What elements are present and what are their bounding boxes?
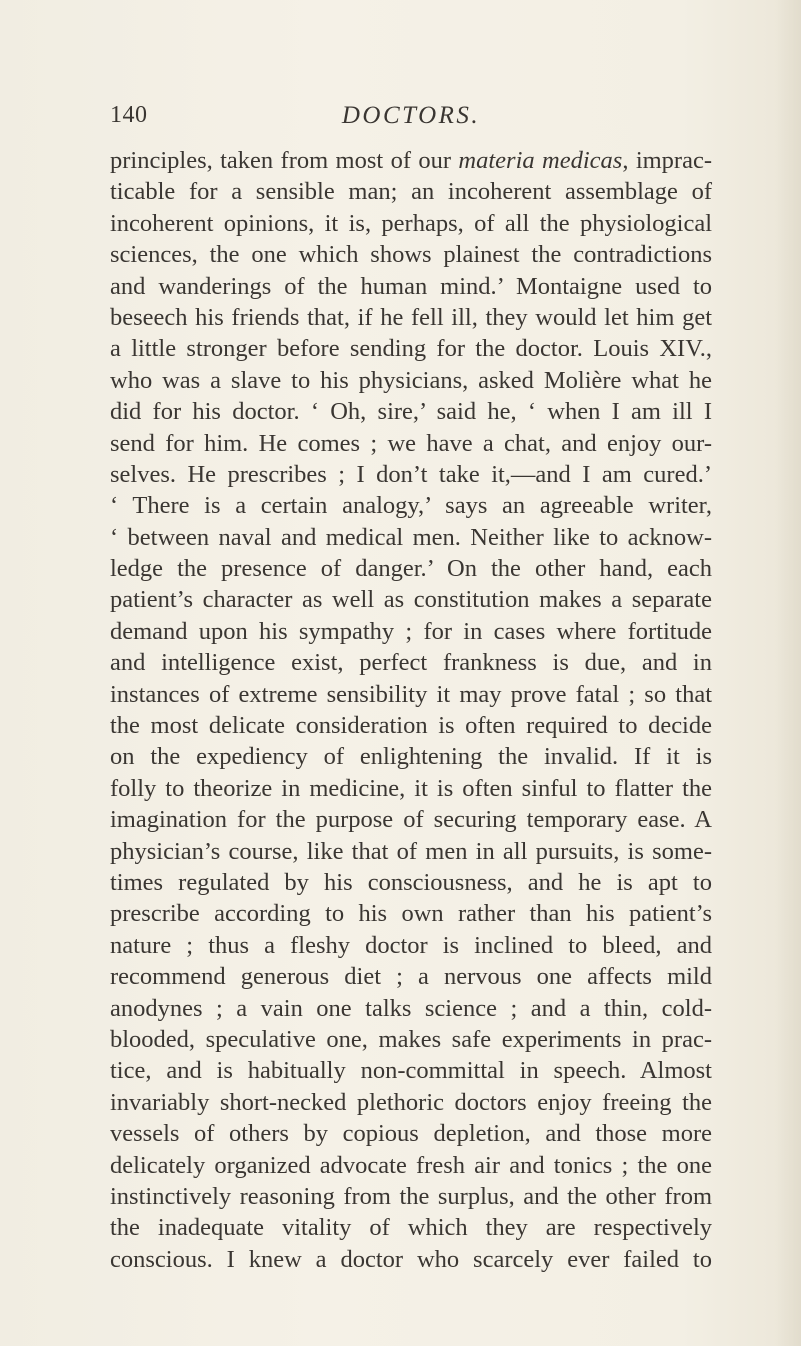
text-line: the most delicate consideration is often required to decide (110, 712, 712, 740)
text-line: on the expediency of enlightening the invalid. If it is (110, 743, 712, 771)
page-number: 140 (110, 102, 148, 128)
text-line: a little stronger before sending for the doctor. Louis XIV., (110, 335, 712, 363)
text-line: patient’s character as well as constitution makes a separate (110, 586, 712, 614)
text-line: delicately organized advocate fresh air and tonics ; the one (110, 1151, 712, 1179)
text-line: instances of extreme sensibility it may prove fatal ; so that (110, 680, 712, 708)
text-line: tice, and is habitually non-committal in speech. Almost (110, 1057, 712, 1085)
text-line: ticable for a sensible man; an incoherent assemblage of (110, 178, 712, 206)
text-line: invariably short-necked plethoric doctors enjoy freeing the (110, 1088, 712, 1116)
text-line: recommend generous diet ; a nervous one affects mild (110, 963, 712, 991)
latin-phrase: materia medicas (458, 147, 623, 174)
text-line: ‘ between naval and medical men. Neither like to acknow- (110, 523, 712, 551)
text-line: principles, taken from most of our materia medicas, imprac- (110, 147, 712, 174)
text-line: physician’s course, like that of men in all pursuits, is some- (110, 837, 712, 865)
text-line: prescribe according to his own rather than his patient’s (110, 900, 712, 928)
text-line: vessels of others by copious depletion, and those more (110, 1120, 712, 1148)
text-line: did for his doctor. ‘ Oh, sire,’ said he, ‘ when I am ill I (110, 398, 712, 426)
text-line: selves. He prescribes ; I don’t take it,—and I am cured.’ (110, 460, 712, 488)
text-line: and intelligence exist, perfect frankness is due, and in (110, 649, 712, 677)
text-line: times regulated by his consciousness, and he is apt to (110, 868, 712, 896)
text-line: ‘ There is a certain analogy,’ says an agreeable writer, (110, 492, 712, 520)
running-head (110, 102, 712, 138)
text-line: instinctively reasoning from the surplus, and the other from (110, 1182, 712, 1210)
text-line: the inadequate vitality of which they are respectively (110, 1214, 712, 1242)
text-line: sciences, the one which shows plainest the contradictions (110, 241, 712, 269)
text-line: anodynes ; a vain one talks science ; and a thin, cold- (110, 994, 712, 1022)
text-line: beseech his friends that, if he fell ill, they would let him get (110, 303, 712, 331)
page-edge-shadow (775, 0, 801, 1346)
text-line: and wanderings of the human mind.’ Montaigne used to (110, 272, 712, 300)
text-line: nature ; thus a fleshy doctor is inclined to bleed, and (110, 931, 712, 959)
text-line: folly to theorize in medicine, it is often sinful to flatter the (110, 774, 712, 802)
text-line: imagination for the purpose of securing temporary ease. A (110, 806, 712, 834)
body-text (110, 145, 712, 1275)
text-line: send for him. He comes ; we have a chat, and enjoy our- (110, 429, 712, 457)
text-line: conscious. I knew a doctor who scarcely ever failed to (110, 1245, 712, 1273)
text-line: ledge the presence of danger.’ On the other hand, each (110, 555, 712, 583)
text-line: blooded, speculative one, makes safe experiments in prac- (110, 1025, 712, 1053)
text-line: demand upon his sympathy ; for in cases where fortitude (110, 617, 712, 645)
text-line: incoherent opinions, it is, perhaps, of all the physiological (110, 209, 712, 237)
running-title: DOCTORS. (341, 102, 481, 129)
text-line: who was a slave to his physicians, asked Molière what he (110, 366, 712, 394)
